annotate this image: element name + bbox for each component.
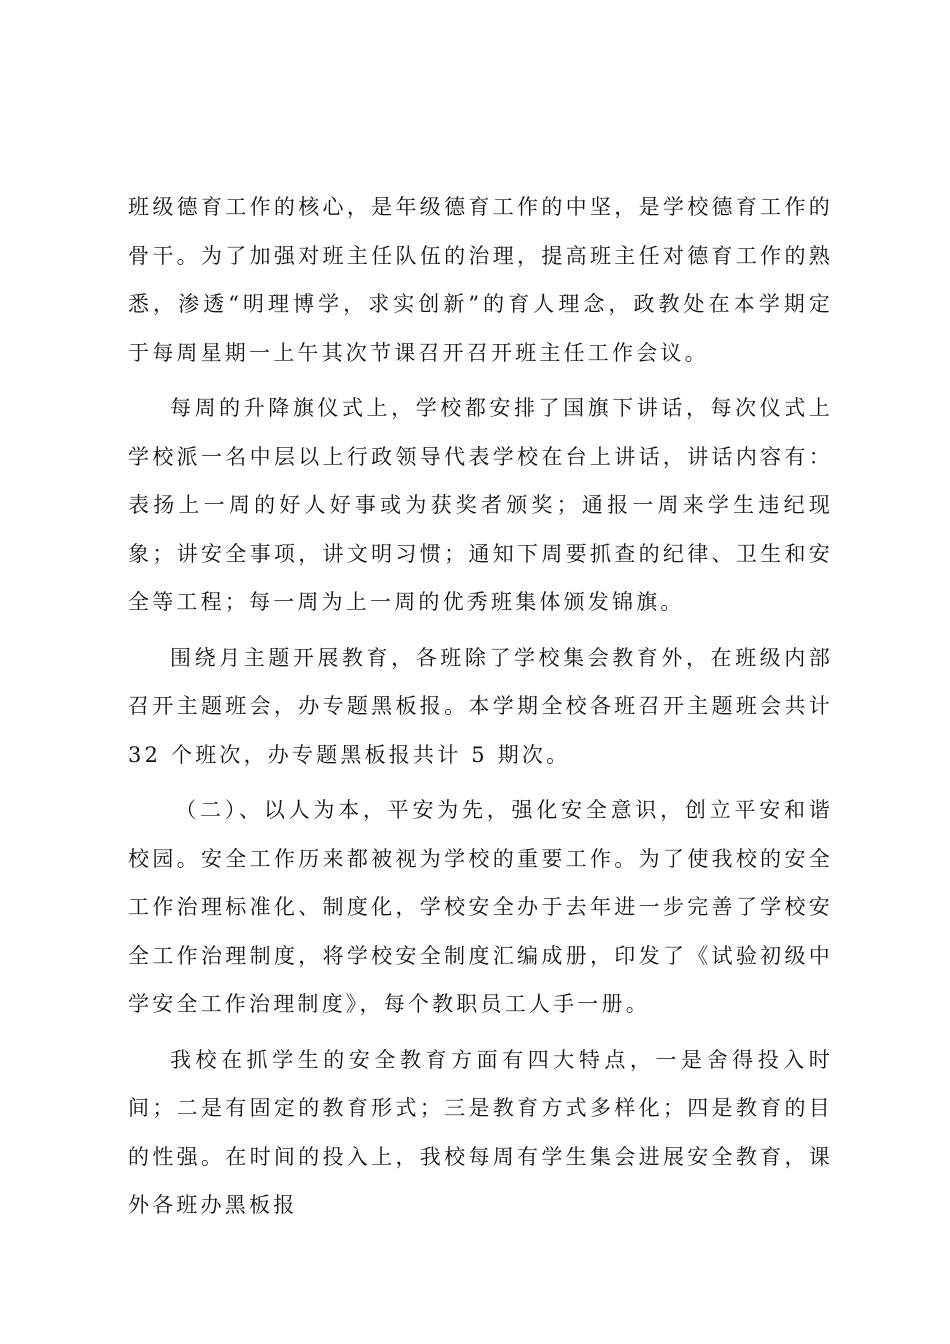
paragraph-flag-ceremony: 每周的升降旗仪式上，学校都安排了国旗下讲话，每次仪式上学校派一名中层以上行政领导代表学校在台上讲话，讲话内容有：表扬上一周的好人好事或为获奖者颁奖；通报一周来学生违纪现象；讲安全事项，讲文明习惯；通知下周要抓查的纪律、卫生和安全等工程；每一周为上一周的优秀班集体颁发锦旗。 <box>128 396 833 614</box>
document-body <box>128 183 833 1237</box>
paragraph-class-teacher-meeting: 班级德育工作的核心，是年级德育工作的中坚，是学校德育工作的骨干。为了加强对班主任队伍的治理，提高班主任对德育工作的熟悉，渗透“明理博学，求实创新”的育人理念，政教处在本学期定于每周星期一上午其次节课召开召开班主任工作会议。 <box>128 195 833 365</box>
paragraph-monthly-theme: 围绕月主题开展教育，各班除了学校集会教育外，在班级内部召开主题班会，办专题黑板报。本学期全校各班召开主题班会共计 32 个班次，办专题黑板报共计 5 期次。 <box>128 645 833 767</box>
paragraph-safety-education: 我校在抓学生的安全教育方面有四大特点，一是舍得投入时间；二是有固定的教育形式；三是教育方式多样化；四是教育的目的性强。在时间的投入上，我校每周有学生集会进展安全教育，课外各班办黑板报 <box>128 1047 833 1217</box>
paragraph-safety-section: （二）、以人为本，平安为先，强化安全意识，创立平安和谐校园。安全工作历来都被视为学校的重要工作。为了使我校的安全工作治理标准化、制度化，学校安全办于去年进一步完善了学校安全工作治理制度，将学校安全制度汇编成册，印发了《试验初级中学安全工作治理制度》，每个教职员工人手一册。 <box>128 798 833 1016</box>
